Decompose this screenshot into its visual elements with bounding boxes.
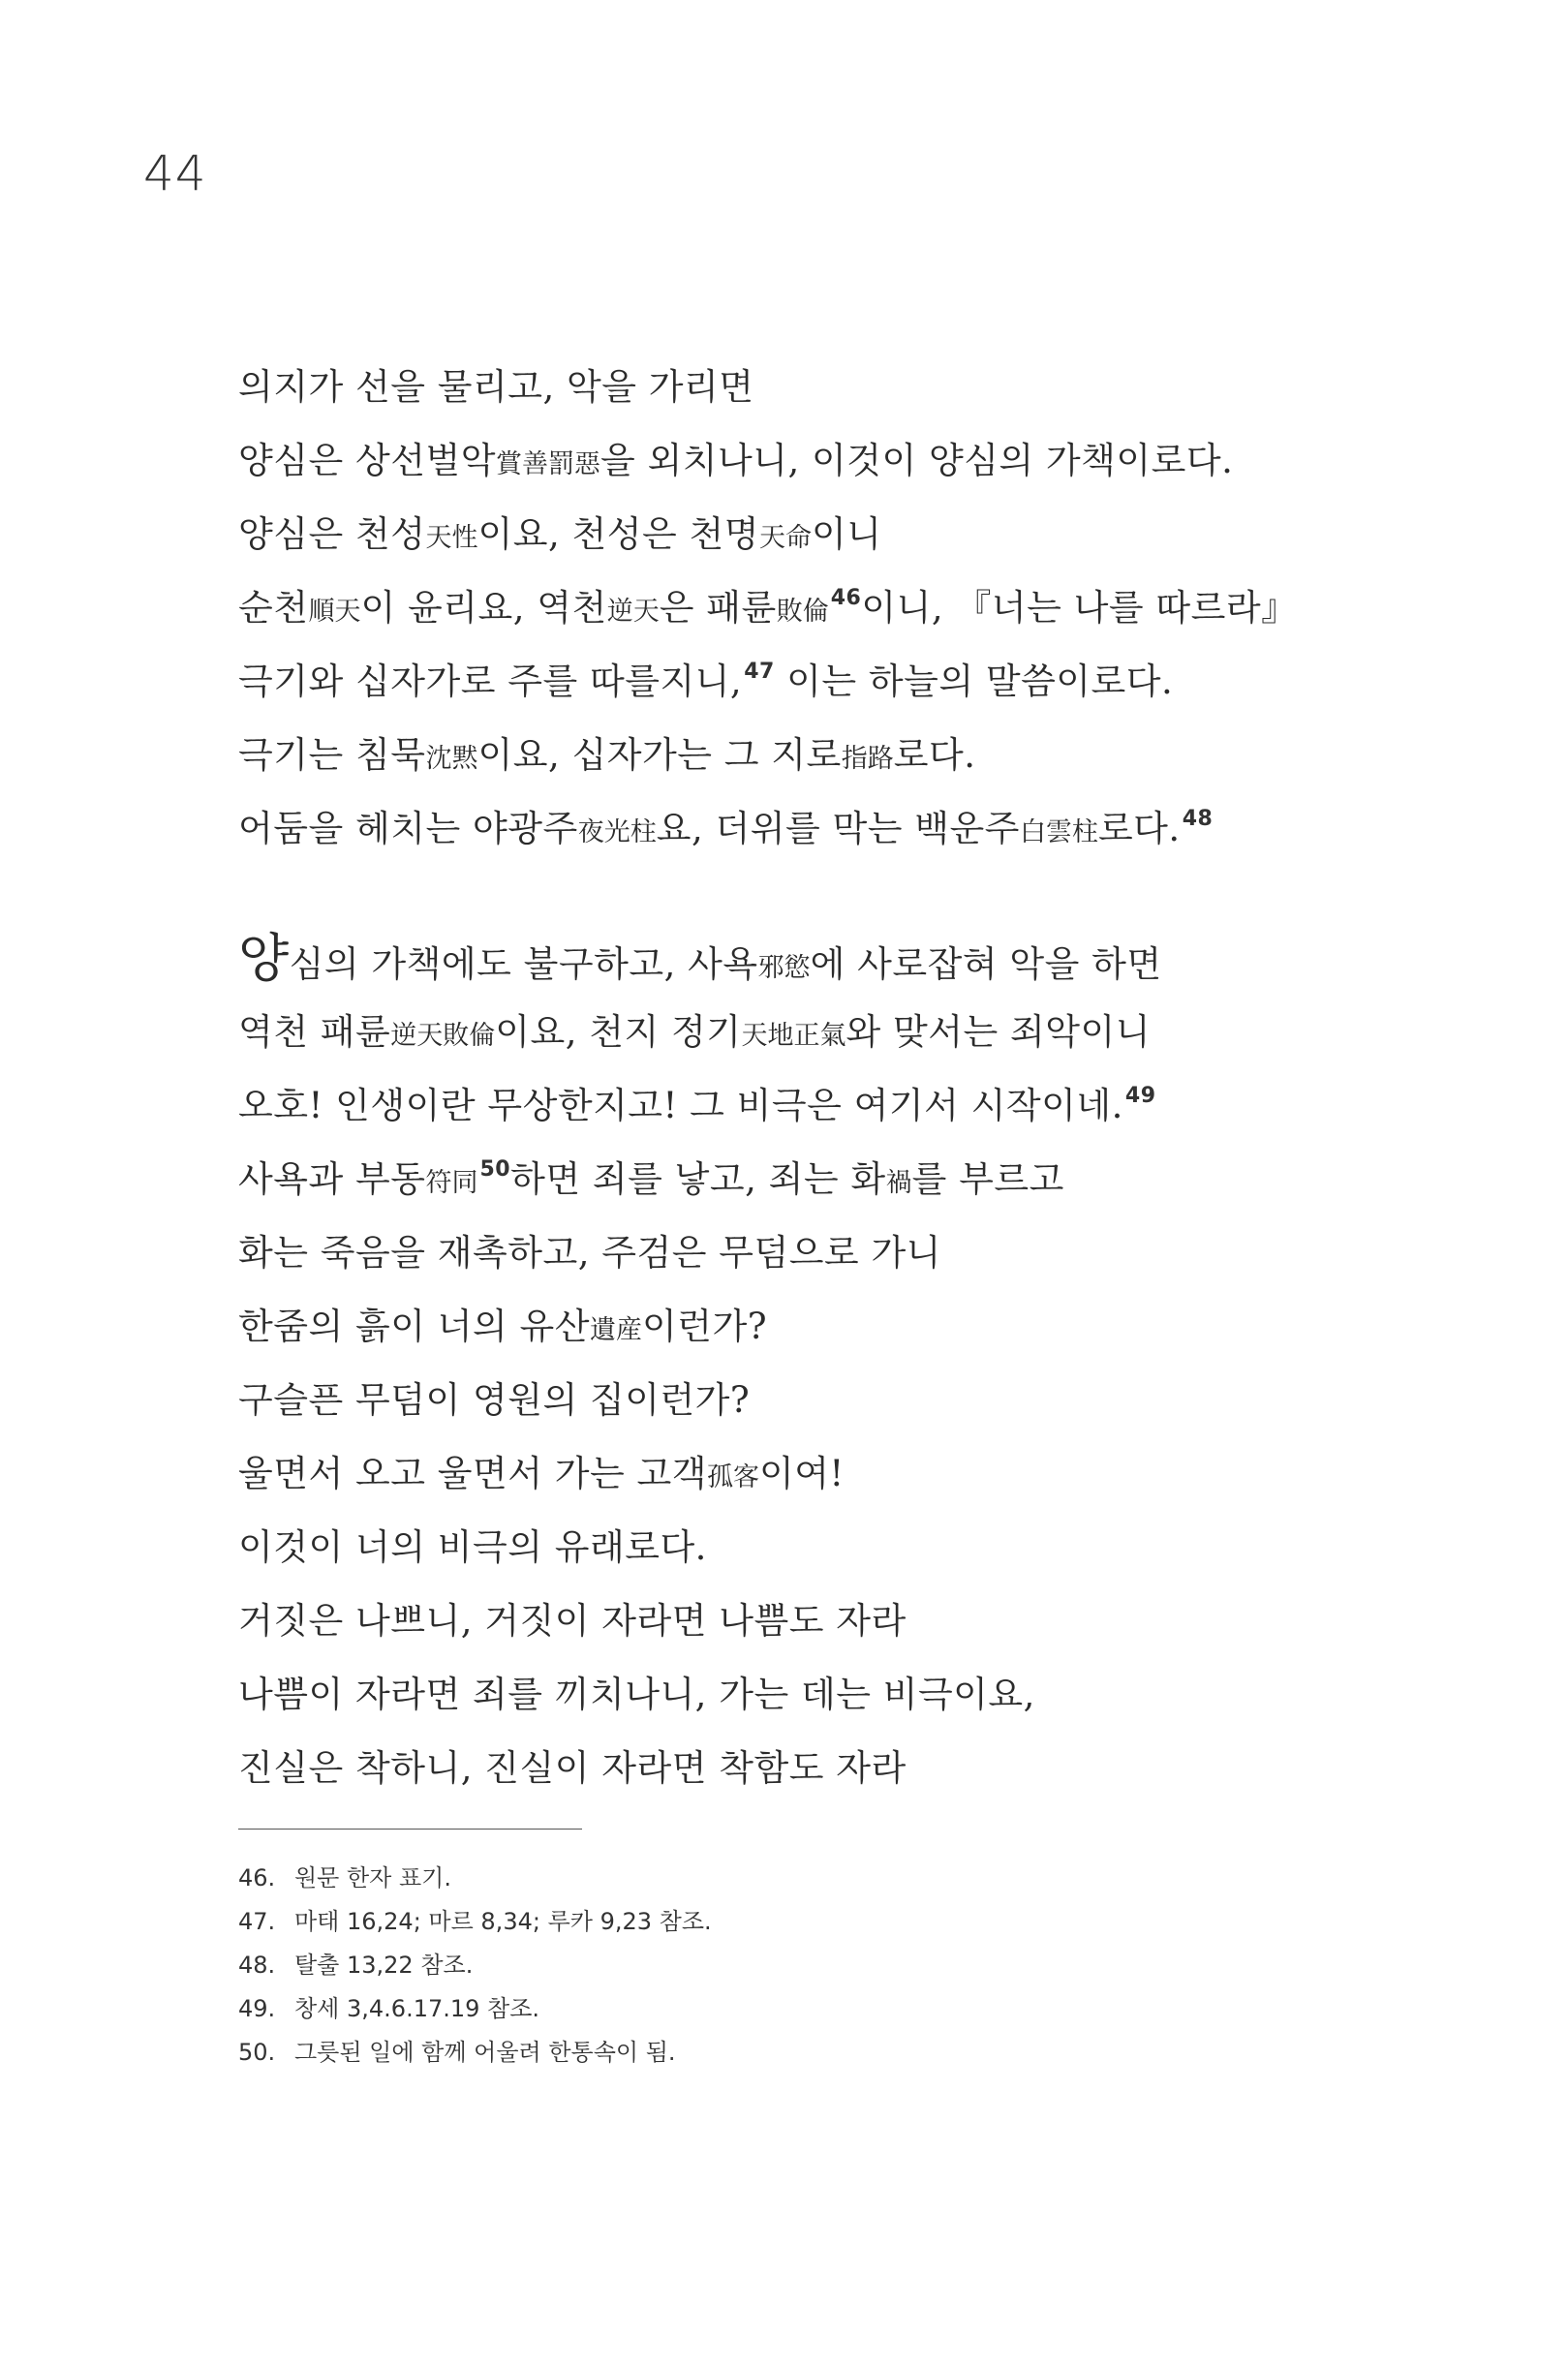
footnotes-list	[238, 1857, 712, 2075]
verse-line	[238, 792, 1510, 866]
verse-text: 이요, 십자가는 그 지로	[477, 734, 842, 776]
verse-line	[238, 424, 1510, 498]
verse-line	[238, 996, 1510, 1069]
verse-line	[238, 1143, 1510, 1216]
verse-line	[238, 351, 1510, 424]
footnote-text: 그릇된 일에 함께 어울려 한통속이 됨.	[294, 2039, 676, 2066]
hanja-annotation: 夜光柱	[577, 817, 657, 847]
verse-text: 요, 더위를 막는 백운주	[656, 808, 1020, 849]
verse-text: 로다.	[1097, 808, 1181, 849]
hanja-annotation: 孤客	[706, 1462, 759, 1492]
footnote-number: 46.	[238, 1864, 276, 1891]
hanja-annotation: 遺産	[589, 1315, 642, 1345]
hanja-annotation: 禍	[885, 1168, 912, 1198]
verse-text: 나쁨이 자라면 죄를 끼치나니, 가는 데는 비극이요,	[238, 1674, 1035, 1715]
verse-text: 화는 죽음을 재촉하고, 주검은 무덤으로 가니	[238, 1232, 941, 1274]
footnote-item	[238, 1987, 712, 2031]
footnote-text: 탈출 13,22 참조.	[294, 1952, 474, 1979]
footnote-number: 50.	[238, 2039, 276, 2066]
verse-text: 이니, 『너는 나를 따르라』	[861, 587, 1298, 629]
hanja-annotation: 敗倫	[776, 597, 829, 627]
hanja-annotation: 沈黙	[425, 744, 478, 774]
verse-line	[238, 719, 1510, 792]
verse-text: 오호! 인생이란 무상한지고! 그 비극은 여기서 시작이네.	[238, 1085, 1123, 1126]
verse-text: 한줌의 흙이 너의 유산	[238, 1306, 590, 1347]
hanja-annotation: 邪慾	[757, 953, 811, 983]
footnote-item	[238, 1900, 712, 1944]
footnote-item	[238, 2031, 712, 2075]
verse-line	[238, 645, 1510, 719]
verse-text: 구슬픈 무덤이 영원의 집이런가?	[238, 1379, 751, 1421]
verse-text: 이요, 천지 정기	[495, 1011, 742, 1053]
verse-text: 를 부르고	[911, 1158, 1064, 1200]
verse-text: 이것이 너의 비극의 유래로다.	[238, 1526, 707, 1568]
verse-line	[238, 571, 1510, 645]
footnote-reference: 50	[479, 1157, 511, 1182]
footnote-reference: 46	[830, 586, 862, 610]
verse-line	[238, 1290, 1510, 1364]
verse-text: 사욕과 부동	[238, 1158, 426, 1200]
hanja-annotation: 天性	[425, 523, 478, 553]
verse-text: 어둠을 헤치는 야광주	[238, 808, 578, 849]
verse-line	[238, 1732, 1510, 1805]
verse-text: 의지가 선을 물리고, 악을 가리면	[238, 366, 754, 408]
verse-line	[238, 1437, 1510, 1511]
verse-text: 거짓은 나쁘니, 거짓이 자라면 나쁨도 자라	[238, 1600, 907, 1642]
verse-text: 하면 죄를 낳고, 죄는 화	[510, 1158, 886, 1200]
hanja-annotation: 逆天	[606, 597, 660, 627]
verse-line	[238, 1511, 1510, 1584]
footnote-divider	[238, 1829, 582, 1830]
hanja-annotation: 天命	[758, 523, 812, 553]
verse-stanza-1	[238, 351, 1510, 866]
verse-line	[238, 498, 1510, 571]
footnote-number: 49.	[238, 1995, 276, 2022]
hanja-annotation: 白雲柱	[1019, 817, 1098, 847]
verse-text: 을 외치나니, 이것이 양심의 가책이로다.	[600, 440, 1234, 481]
footnote-item	[238, 1857, 712, 1900]
verse-line	[238, 1658, 1510, 1732]
hanja-annotation: 順天	[308, 597, 361, 627]
verse-line	[238, 1364, 1510, 1437]
footnote-number: 48.	[238, 1952, 276, 1979]
hanja-annotation: 天地正氣	[741, 1021, 846, 1051]
verse-text: 이요, 천성은 천명	[477, 513, 759, 555]
verse-text: 양심은 상선벌악	[238, 440, 496, 481]
verse-line	[238, 1069, 1510, 1143]
verse-text: 은 패륜	[659, 587, 777, 629]
verse-text: 이런가?	[641, 1306, 768, 1347]
hanja-annotation: 逆天敗倫	[390, 1021, 496, 1051]
verse-text: 이는 하늘의 말씀이로다.	[774, 661, 1174, 702]
hanja-annotation: 符同	[425, 1168, 478, 1198]
hanja-annotation: 指路	[841, 744, 894, 774]
footnote-text: 마태 16,24; 마르 8,34; 루카 9,23 참조.	[294, 1908, 712, 1935]
drop-initial: 양	[238, 928, 290, 989]
footnote-reference: 48	[1182, 807, 1214, 831]
verse-line	[238, 1216, 1510, 1290]
verse-text: 역천 패륜	[238, 1011, 391, 1053]
verse-text: 에 사로잡혀 악을 하면	[810, 943, 1162, 985]
verse-text: 심의 가책에도 불구하고, 사욕	[289, 943, 758, 985]
footnote-text: 원문 한자 표기.	[294, 1864, 451, 1891]
verse-text: 이니	[811, 513, 882, 555]
footnote-text: 창세 3,4.6.17.19 참조.	[294, 1995, 540, 2022]
verse-text: 순천	[238, 587, 309, 629]
verse-text: 극기는 침묵	[238, 734, 426, 776]
verse-text: 극기와 십자가로 주를 따를지니,	[238, 661, 743, 702]
verse-stanza-2	[238, 922, 1510, 1805]
verse-text: 이 윤리요, 역천	[360, 587, 607, 629]
verse-line	[238, 922, 1510, 996]
verse-line	[238, 1584, 1510, 1658]
footnote-reference: 47	[744, 660, 775, 684]
footnote-number: 47.	[238, 1908, 276, 1935]
verse-text: 로다.	[893, 734, 976, 776]
hanja-annotation: 賞善罰惡	[495, 449, 600, 479]
page-number: 44	[143, 145, 207, 201]
footnote-item	[238, 1944, 712, 1987]
verse-text: 진실은 착하니, 진실이 자라면 착함도 자라	[238, 1747, 907, 1789]
verse-text: 이여!	[758, 1453, 845, 1494]
verse-text: 와 맞서는 죄악이니	[845, 1011, 1151, 1053]
footnote-reference: 49	[1124, 1084, 1156, 1108]
verse-text: 울면서 오고 울면서 가는 고객	[238, 1453, 707, 1494]
verse-text: 양심은 천성	[238, 513, 426, 555]
